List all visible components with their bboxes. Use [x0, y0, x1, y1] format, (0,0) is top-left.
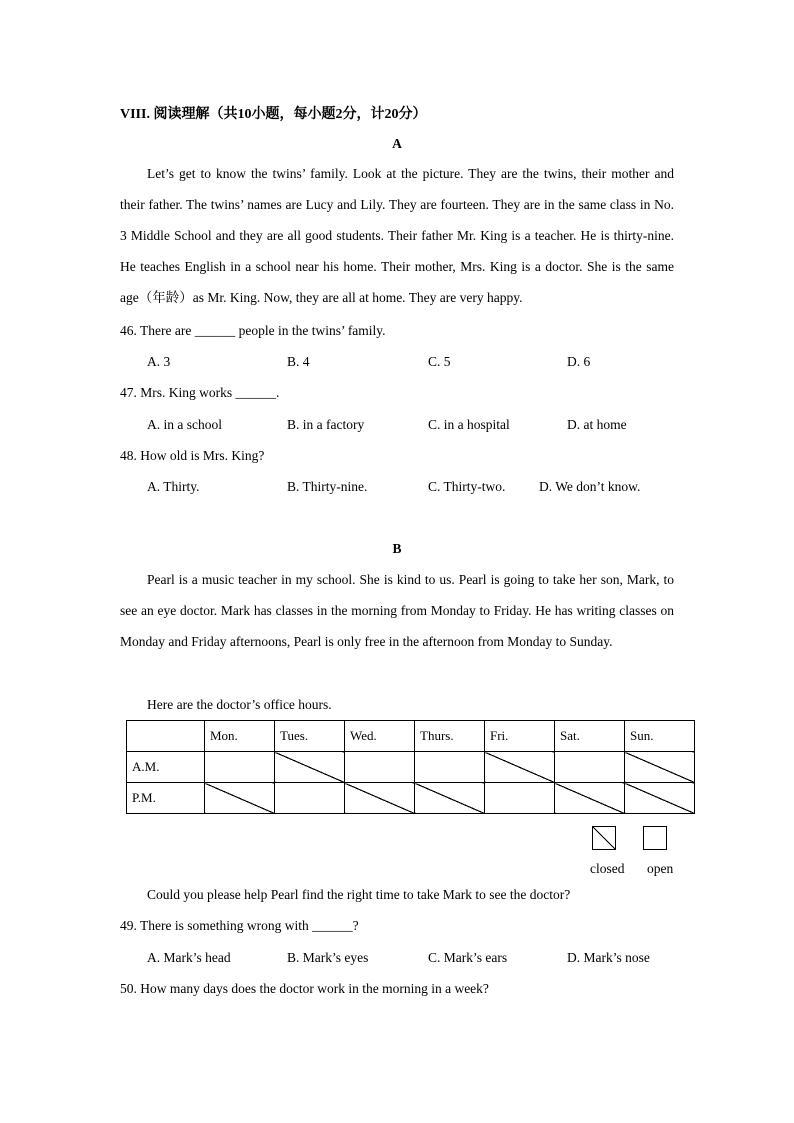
option-48-c: C. Thirty-two. — [428, 479, 506, 494]
hours-cell-closed — [555, 783, 625, 814]
row-label: P.M. — [127, 783, 205, 814]
day-header: Wed. — [345, 721, 415, 752]
table-header-row — [127, 721, 695, 752]
option-47-d: D. at home — [567, 417, 627, 432]
hours-cell-closed — [625, 783, 695, 814]
day-header: Mon. — [205, 721, 275, 752]
hours-cell-closed — [275, 752, 345, 783]
hours-cell-open — [485, 783, 555, 814]
hours-cell-open — [555, 752, 625, 783]
hours-cell-open — [345, 752, 415, 783]
table-corner-cell — [127, 721, 205, 752]
question-46: 46. There are ______ people in the twins’ family. — [120, 323, 386, 338]
question-48: 48. How old is Mrs. King? — [120, 448, 265, 463]
day-header: Sat. — [555, 721, 625, 752]
option-46-c: C. 5 — [428, 354, 451, 369]
passage-a-body: Let’s get to know the twins’ family. Look at the picture. They are the twins, their mother and their father. The twins’ names are Lucy and Lily. They are fourteen. They are in the same class in No. 3 Middle School and they are all good students. Their father Mr. King is a teacher. He is thirty-nine. He teaches English in a school near his home. Their mother, Mrs. King is a doctor. She is the same age（年龄）as Mr. King. Now, they are all at home. They are very happy. — [120, 166, 674, 305]
hours-cell-open — [205, 752, 275, 783]
passage-a-text — [120, 158, 674, 313]
option-49-a: A. Mark’s head — [147, 950, 231, 965]
day-header: Fri. — [485, 721, 555, 752]
option-47-b: B. in a factory — [287, 417, 365, 432]
day-header: Sun. — [625, 721, 695, 752]
table-intro: Here are the doctor’s office hours. — [147, 697, 332, 712]
option-46-a: A. 3 — [147, 354, 171, 369]
question-49: 49. There is something wrong with ______? — [120, 918, 359, 933]
table-row — [127, 752, 695, 783]
closed-legend-icon — [592, 826, 616, 850]
option-48-b: B. Thirty-nine. — [287, 479, 368, 494]
day-header: Thurs. — [415, 721, 485, 752]
question-50: 50. How many days does the doctor work in the morning in a week? — [120, 981, 489, 996]
table-row — [127, 783, 695, 814]
day-header: Tues. — [275, 721, 345, 752]
option-46-d: D. 6 — [567, 354, 591, 369]
prompt-b: Could you please help Pearl find the right time to take Mark to see the doctor? — [147, 887, 571, 902]
hours-cell-open — [275, 783, 345, 814]
hours-cell-closed — [485, 752, 555, 783]
open-legend-icon — [643, 826, 667, 850]
option-46-b: B. 4 — [287, 354, 310, 369]
hours-cell-closed — [625, 752, 695, 783]
hours-cell-closed — [345, 783, 415, 814]
hours-cell-closed — [205, 783, 275, 814]
row-label: A.M. — [127, 752, 205, 783]
option-49-b: B. Mark’s eyes — [287, 950, 369, 965]
passage-b-text — [120, 564, 674, 657]
option-48-d: D. We don’t know. — [539, 479, 641, 494]
section-heading: VIII. 阅读理解（共10小题，每小题2分，计20分） — [120, 107, 427, 122]
option-47-c: C. in a hospital — [428, 417, 510, 432]
legend-open-label: open — [647, 861, 674, 876]
office-hours-table — [126, 720, 695, 814]
passage-a-label: A — [392, 136, 402, 151]
option-49-d: D. Mark’s nose — [567, 950, 650, 965]
question-47: 47. Mrs. King works ______. — [120, 385, 280, 400]
hours-cell-open — [415, 752, 485, 783]
option-49-c: C. Mark’s ears — [428, 950, 508, 965]
hours-cell-closed — [415, 783, 485, 814]
passage-b-label: B — [392, 541, 402, 556]
legend-closed-label: closed — [590, 861, 625, 876]
passage-b-body: Pearl is a music teacher in my school. She is kind to us. Pearl is going to take her son, Mark, to see an eye doctor. Mark has classes in the morning from Monday to Friday. He has writing classes on Monday and Friday afternoons, Pearl is only free in the afternoon from Monday to Sunday. — [120, 572, 674, 649]
option-47-a: A. in a school — [147, 417, 222, 432]
option-48-a: A. Thirty. — [147, 479, 200, 494]
